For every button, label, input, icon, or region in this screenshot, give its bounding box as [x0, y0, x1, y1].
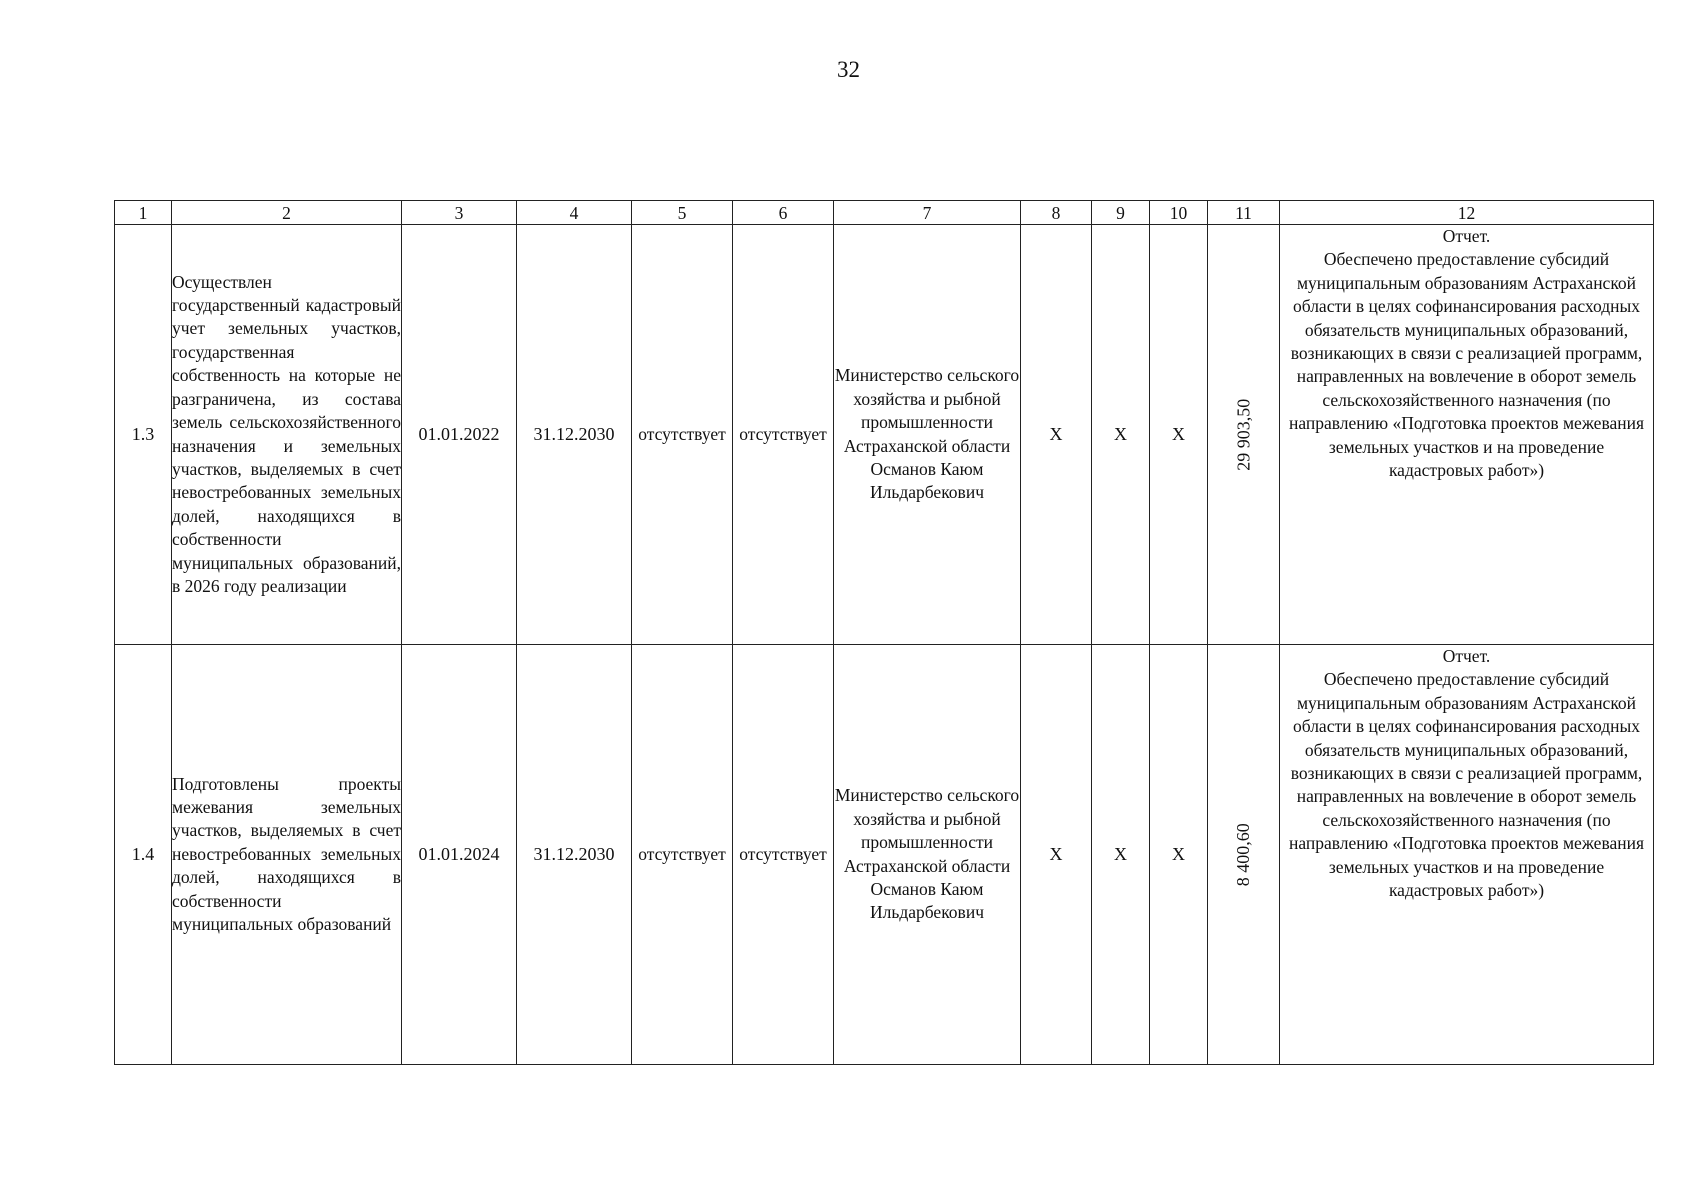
start-date: 01.01.2024 — [402, 645, 517, 1065]
column-9-mark: Х — [1092, 225, 1150, 645]
row-number: 1.3 — [115, 225, 172, 645]
report-description — [1280, 645, 1654, 1065]
start-date: 01.01.2022 — [402, 225, 517, 645]
report-description — [1280, 225, 1654, 645]
report-text: Обеспечено предоставление субсидий муниципальным образованиям Астраханской области в целях софинансирования расходных обязательств муниципальных образований, возникающих в связи с реализацией программ, направленных на вовлечение в оборот земель сельскохозяйственного назначения (по направлению «Подготовка проектов межевания земельных участков и на проведение кадастровых работ») — [1288, 249, 1645, 481]
column-10-mark: Х — [1150, 645, 1208, 1065]
end-date: 31.12.2030 — [517, 645, 632, 1065]
report-title: Отчет. — [1442, 646, 1491, 666]
header-cell: 4 — [517, 201, 632, 225]
header-cell: 10 — [1150, 201, 1208, 225]
result-description — [172, 225, 402, 645]
column-6-value — [733, 225, 834, 645]
column-6-text: отсутствует — [739, 423, 827, 444]
header-cell: 7 — [834, 201, 1021, 225]
column-5-text: отсутствует — [638, 423, 726, 444]
column-9-mark: Х — [1092, 645, 1150, 1065]
header-cell: 9 — [1092, 201, 1150, 225]
column-5-value — [632, 645, 733, 1065]
result-description-text: Подготовлены проекты межевания земельных участков, выделяемых в счет невостребованных земельных долей, находящихся в собственности муниципальных образований — [172, 773, 401, 935]
funding-amount-text: 8 400,60 — [1232, 823, 1253, 886]
measures-table — [114, 200, 1654, 1065]
page-number: 32 — [837, 57, 860, 82]
report-text: Обеспечено предоставление субсидий муниципальным образованиям Астраханской области в целях софинансирования расходных обязательств муниципальных образований, возникающих в связи с реализацией программ, направленных на вовлечение в оборот земель сельскохозяйственного назначения (по направлению «Подготовка проектов межевания земельных участков и на проведение кадастровых работ») — [1288, 669, 1645, 901]
header-cell: 8 — [1021, 201, 1092, 225]
column-5-text: отсутствует — [638, 843, 726, 864]
column-5-value — [632, 225, 733, 645]
header-cell: 1 — [115, 201, 172, 225]
column-6-text: отсутствует — [739, 843, 827, 864]
table-row — [115, 645, 1654, 1065]
column-6-value — [733, 645, 834, 1065]
report-title: Отчет. — [1442, 226, 1491, 246]
result-description — [172, 645, 402, 1065]
header-cell: 2 — [172, 201, 402, 225]
end-date: 31.12.2030 — [517, 225, 632, 645]
header-cell: 11 — [1208, 201, 1280, 225]
responsible-executor — [834, 645, 1021, 1065]
funding-amount — [1208, 225, 1280, 645]
responsible-executor-text: Министерство сельского хозяйства и рыбной промышленности Астраханской области Османов Каюм Ильдарбекович — [834, 365, 1020, 503]
column-10-mark: Х — [1150, 225, 1208, 645]
header-cell: 5 — [632, 201, 733, 225]
funding-amount-text: 29 903,50 — [1232, 398, 1253, 471]
column-8-mark: Х — [1021, 225, 1092, 645]
table-row — [115, 225, 1654, 645]
result-description-text: Осуществлен государственный кадастровый учет земельных участков, государственная собственность на которые не разграничена, из состава земель сельскохозяйственного назначения и земельных участков, выделяемых в счет невостребованных земельных долей, находящихся в собственности муниципальных образований, в 2026 году реализации — [172, 271, 401, 596]
responsible-executor-text: Министерство сельского хозяйства и рыбной промышленности Астраханской области Османов Каюм Ильдарбекович — [834, 785, 1020, 923]
header-cell: 12 — [1280, 201, 1654, 225]
header-cell: 6 — [733, 201, 834, 225]
funding-amount — [1208, 645, 1280, 1065]
column-8-mark: Х — [1021, 645, 1092, 1065]
header-cell: 3 — [402, 201, 517, 225]
column-number-row — [115, 201, 1654, 225]
row-number: 1.4 — [115, 645, 172, 1065]
responsible-executor — [834, 225, 1021, 645]
